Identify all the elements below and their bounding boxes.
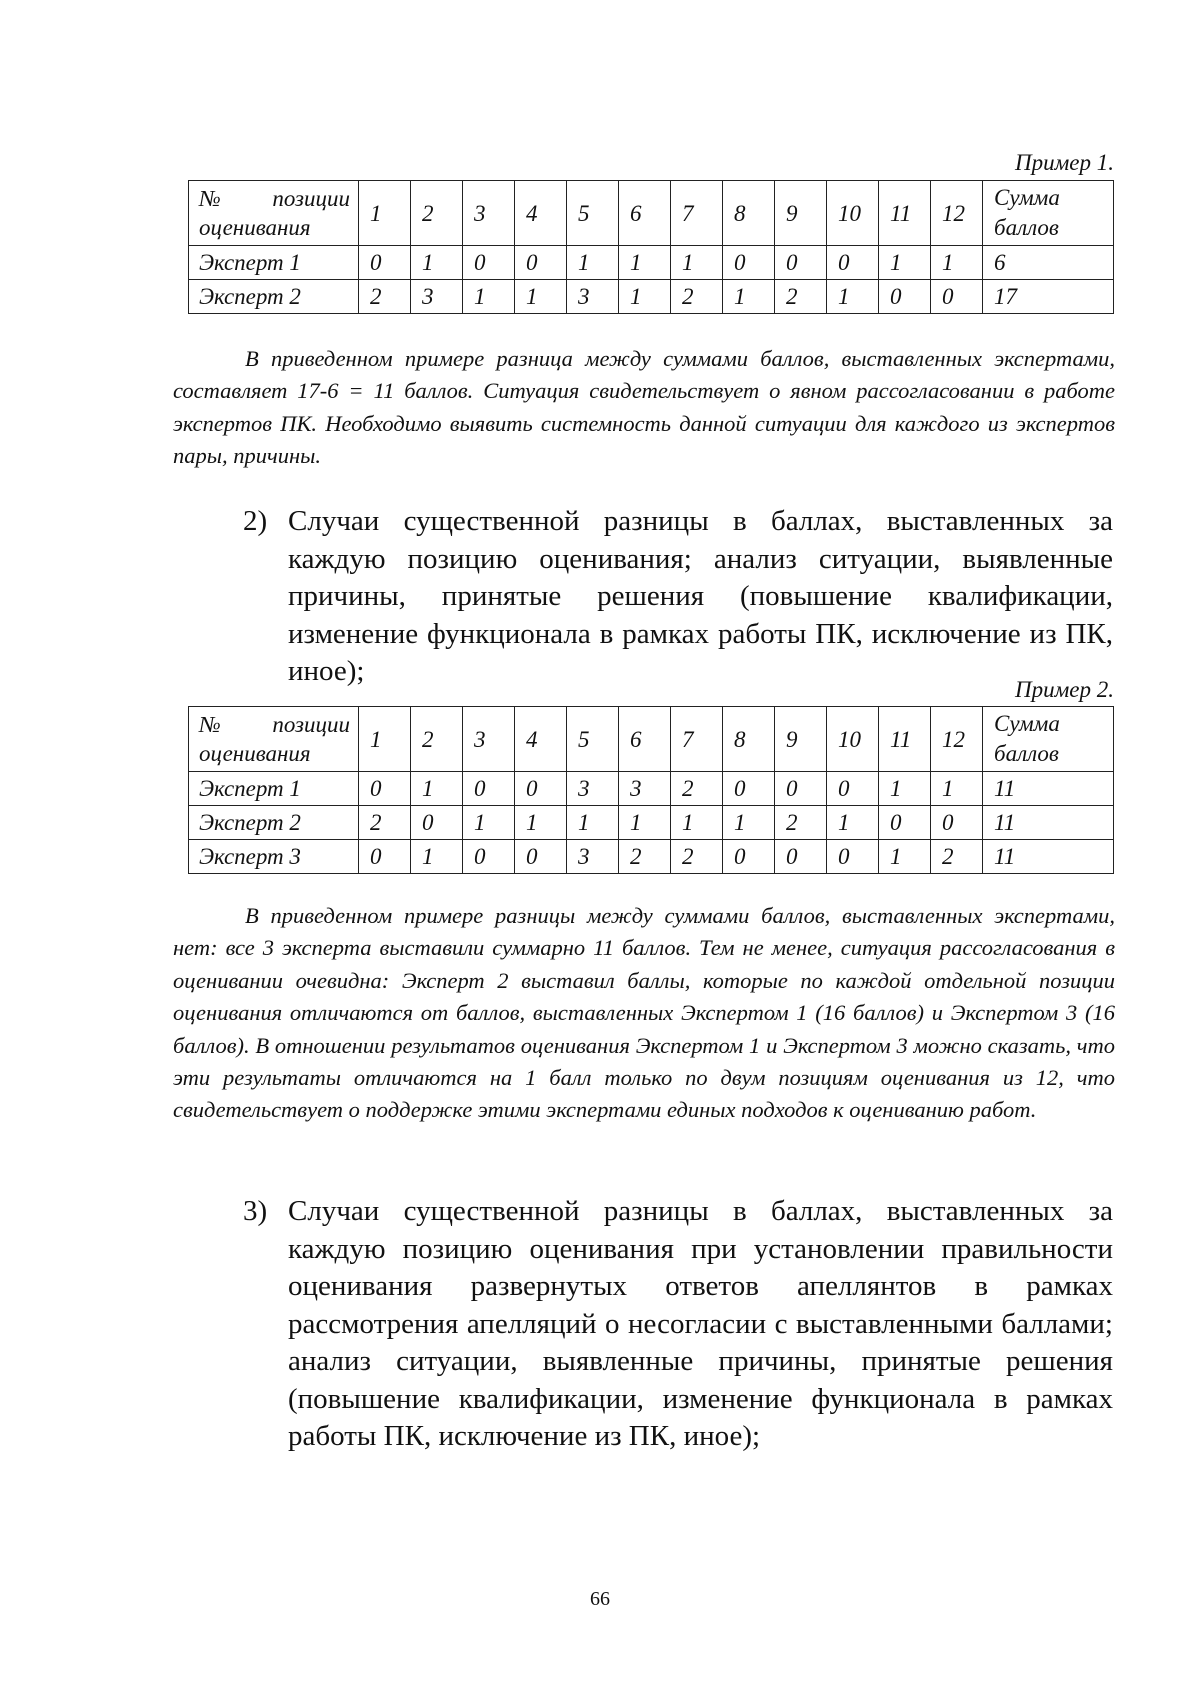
score-cell: 1	[879, 246, 931, 280]
expert-name: Эксперт 1	[189, 246, 359, 280]
score-cell: 1	[411, 840, 463, 874]
position-number: 10	[827, 181, 879, 246]
score-cell: 3	[567, 772, 619, 806]
position-number: 11	[879, 181, 931, 246]
score-cell: 2	[931, 840, 983, 874]
table-header-row	[189, 707, 1114, 772]
score-cell: 0	[827, 246, 879, 280]
sum-cell: 11	[983, 806, 1114, 840]
score-cell: 2	[775, 280, 827, 314]
position-word: позиции	[272, 186, 350, 211]
score-cell: 0	[775, 840, 827, 874]
list-item-text: Случаи существенной разницы в баллах, выставленных за каждую позицию оценивания при установлении правильности оценивания развернутых ответов апеллянтов в рамках рассмотрения апелляций о несогласии с выставленными баллами; анализ ситуации, выявленные причины, принятые решения (повышение квалификации, изменение функционала в рамках работы ПК, исключение из ПК, иное);	[288, 1195, 1113, 1452]
position-number: 12	[931, 181, 983, 246]
score-cell: 1	[827, 806, 879, 840]
position-number: 9	[775, 707, 827, 772]
expert-name: Эксперт 2	[189, 280, 359, 314]
table-header-row	[189, 181, 1114, 246]
position-number: 7	[671, 707, 723, 772]
expert-name: Эксперт 3	[189, 840, 359, 874]
score-cell: 0	[879, 280, 931, 314]
table-row	[189, 840, 1114, 874]
score-cell: 0	[775, 772, 827, 806]
note-text: В приведенном примере разница между суммами баллов, выставленных экспертами, составляет 17-6 = 11 баллов. Ситуация свидетельствует о явном рассогласовании в работе экспертов ПК. Необходимо выявить системность данной ситуации для каждого из экспертов пары, причины.	[173, 346, 1115, 469]
sum-cell: 17	[983, 280, 1114, 314]
score-cell: 0	[359, 772, 411, 806]
sum-cell: 11	[983, 772, 1114, 806]
table-row	[189, 280, 1114, 314]
score-cell: 2	[671, 280, 723, 314]
position-number: 12	[931, 707, 983, 772]
position-number: 4	[515, 707, 567, 772]
position-number: 2	[411, 707, 463, 772]
score-cell: 1	[619, 246, 671, 280]
score-cell: 1	[879, 772, 931, 806]
score-cell: 0	[411, 806, 463, 840]
example-1-label: Пример 1.	[1015, 150, 1114, 175]
score-cell: 1	[619, 280, 671, 314]
score-cell: 1	[567, 246, 619, 280]
example-2-table	[188, 706, 1114, 874]
score-cell: 2	[619, 840, 671, 874]
score-cell: 2	[359, 806, 411, 840]
sum-header: Сумма баллов	[983, 181, 1114, 246]
score-cell: 0	[515, 772, 567, 806]
score-cell: 1	[931, 246, 983, 280]
position-number: 5	[567, 707, 619, 772]
score-cell: 0	[359, 840, 411, 874]
evaluation-word: оценивания	[199, 215, 311, 240]
position-number: 5	[567, 181, 619, 246]
position-number: 6	[619, 181, 671, 246]
score-cell: 1	[723, 280, 775, 314]
position-number: 3	[463, 707, 515, 772]
number-sign: №	[199, 712, 221, 737]
score-cell: 0	[827, 772, 879, 806]
score-cell: 3	[411, 280, 463, 314]
expert-name: Эксперт 1	[189, 772, 359, 806]
score-cell: 2	[775, 806, 827, 840]
example-2-label: Пример 2.	[1015, 677, 1114, 702]
score-cell: 3	[567, 840, 619, 874]
score-cell: 1	[619, 806, 671, 840]
score-cell: 0	[515, 246, 567, 280]
position-number: 6	[619, 707, 671, 772]
page-number: 66	[590, 1588, 610, 1610]
score-cell: 0	[931, 280, 983, 314]
position-number: 2	[411, 181, 463, 246]
position-number: 4	[515, 181, 567, 246]
example-2-note	[173, 900, 1115, 1127]
sum-cell: 11	[983, 840, 1114, 874]
score-cell: 0	[463, 772, 515, 806]
score-cell: 0	[931, 806, 983, 840]
score-cell: 0	[463, 246, 515, 280]
table-row	[189, 246, 1114, 280]
score-cell: 1	[671, 246, 723, 280]
position-word: позиции	[272, 712, 350, 737]
position-number: 7	[671, 181, 723, 246]
position-number: 8	[723, 707, 775, 772]
score-cell: 2	[671, 772, 723, 806]
score-cell: 1	[879, 840, 931, 874]
score-cell: 1	[463, 806, 515, 840]
score-cell: 2	[671, 840, 723, 874]
list-item-2	[243, 503, 1113, 691]
sum-header: Сумма баллов	[983, 707, 1114, 772]
position-header-cell	[189, 707, 359, 772]
score-cell: 1	[411, 772, 463, 806]
list-number: 2)	[243, 505, 268, 537]
score-cell: 1	[567, 806, 619, 840]
list-item-3	[243, 1193, 1113, 1456]
score-cell: 1	[411, 246, 463, 280]
score-cell: 0	[723, 840, 775, 874]
expert-name: Эксперт 2	[189, 806, 359, 840]
position-header-cell	[189, 181, 359, 246]
position-number: 9	[775, 181, 827, 246]
list-number: 3)	[243, 1195, 268, 1227]
score-cell: 3	[567, 280, 619, 314]
score-cell: 1	[463, 280, 515, 314]
score-cell: 2	[359, 280, 411, 314]
score-cell: 1	[931, 772, 983, 806]
example-1-table	[188, 180, 1114, 314]
table-row	[189, 772, 1114, 806]
evaluation-word: оценивания	[199, 741, 311, 766]
position-number: 1	[359, 181, 411, 246]
list-item-text: Случаи существенной разницы в баллах, выставленных за каждую позицию оценивания; анализ ситуации, выявленные причины, принятые решения (повышение квалификации, изменение функционала в рамках работы ПК, исключение из ПК, иное);	[288, 505, 1113, 687]
score-cell: 1	[723, 806, 775, 840]
score-cell: 0	[723, 246, 775, 280]
position-number: 11	[879, 707, 931, 772]
score-cell: 1	[671, 806, 723, 840]
score-cell: 0	[723, 772, 775, 806]
example-1-note	[173, 343, 1115, 473]
position-number: 3	[463, 181, 515, 246]
table-row	[189, 806, 1114, 840]
score-cell: 1	[515, 806, 567, 840]
score-cell: 1	[515, 280, 567, 314]
score-cell: 0	[775, 246, 827, 280]
number-sign: №	[199, 186, 221, 211]
position-number: 8	[723, 181, 775, 246]
position-number: 1	[359, 707, 411, 772]
score-cell: 1	[827, 280, 879, 314]
score-cell: 0	[827, 840, 879, 874]
score-cell: 3	[619, 772, 671, 806]
note-text: В приведенном примере разницы между суммами баллов, выставленных экспертами, нет: все 3 эксперта выставили суммарно 11 баллов. Тем не менее, ситуация рассогласования в оценивании очевидна: Эксперт 2 выставил баллы, которые по каждой отдельной позиции оценивания отличаются от баллов, выставленных Экспертом 1 (16 баллов) и Экспертом 3 (16 баллов). В отношении результатов оценивания Экспертом 1 и Экспертом 3 можно сказать, что эти результаты отличаются на 1 балл только по двум позициям оценивания из 12, что свидетельствует о поддержке этими экспертами единых подходов к оцениванию работ.	[173, 903, 1115, 1123]
score-cell: 0	[515, 840, 567, 874]
sum-cell: 6	[983, 246, 1114, 280]
position-number: 10	[827, 707, 879, 772]
score-cell: 0	[463, 840, 515, 874]
score-cell: 0	[879, 806, 931, 840]
score-cell: 0	[359, 246, 411, 280]
